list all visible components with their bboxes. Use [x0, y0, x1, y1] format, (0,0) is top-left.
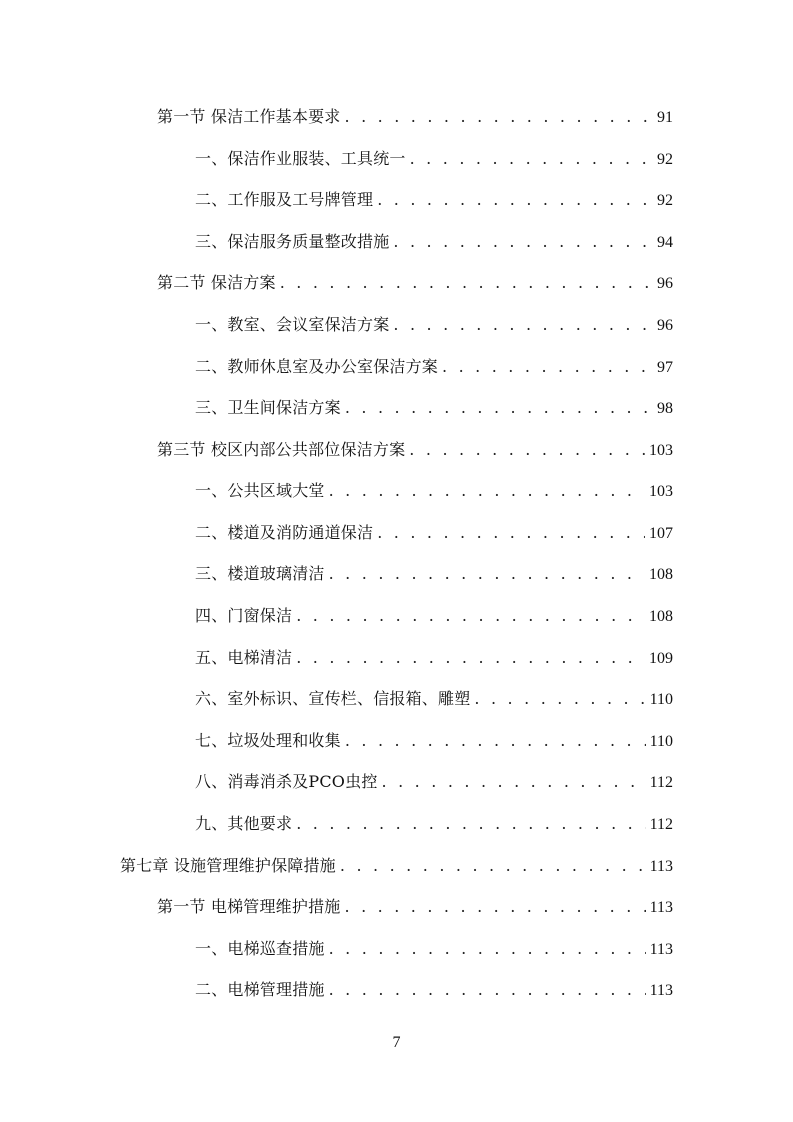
toc-entry — [195, 520, 673, 546]
toc-entry-page: 92 — [657, 151, 673, 168]
toc-entry-page: 103 — [649, 483, 673, 500]
toc-leader-dots — [393, 229, 649, 255]
toc-leader-dots — [382, 769, 646, 795]
toc-leader-dots — [296, 645, 645, 671]
toc-entry-page: 94 — [657, 234, 673, 251]
toc-entry-page: 107 — [649, 525, 673, 542]
toc-entry — [120, 853, 673, 879]
toc-leader-dots — [280, 270, 649, 296]
toc-entry — [195, 478, 673, 504]
toc-entry-page: 113 — [649, 982, 673, 999]
toc-leader-dots — [329, 478, 645, 504]
toc-entry-page: 103 — [649, 442, 673, 459]
toc-entry-page: 96 — [657, 317, 673, 334]
toc-entry — [195, 229, 673, 255]
toc-entry-title: 二、电梯管理措施 — [195, 980, 325, 999]
toc-entry — [195, 187, 673, 213]
toc-entry-title: 三、保洁服务质量整改措施 — [195, 232, 390, 251]
toc-entry-title: 四、门窗保洁 — [195, 606, 293, 625]
toc-entry — [195, 977, 673, 1003]
toc-entry-title: 二、楼道及消防通道保洁 — [195, 523, 374, 542]
toc-entry — [195, 312, 673, 338]
toc-entry-title: 一、保洁作业服装、工具统一 — [195, 149, 406, 168]
toc-entry-page: 112 — [649, 816, 673, 833]
toc-entry — [157, 437, 673, 463]
toc-entry-title: 一、公共区域大堂 — [195, 481, 325, 500]
toc-entry — [195, 686, 673, 712]
toc-entry — [195, 811, 673, 837]
toc-leader-dots — [329, 561, 645, 587]
toc-entry-title: 七、垃圾处理和收集 — [195, 731, 341, 750]
toc-entry-page: 108 — [649, 566, 673, 583]
toc-entry — [195, 561, 673, 587]
toc-entry-page: 110 — [649, 691, 673, 708]
toc-entry-page: 108 — [649, 608, 673, 625]
toc-entry-title: 九、其他要求 — [195, 814, 293, 833]
toc-entry — [157, 894, 673, 920]
toc-entry-title: 二、教师休息室及办公室保洁方案 — [195, 357, 439, 376]
toc-entry — [195, 146, 673, 172]
toc-leader-dots — [410, 146, 649, 172]
toc-entry-title: 第二节 保洁方案 — [157, 273, 276, 292]
toc-entry-title: 三、卫生间保洁方案 — [195, 398, 341, 417]
toc-entry-title: 一、教室、会议室保洁方案 — [195, 315, 390, 334]
toc-entry-page: 97 — [657, 359, 673, 376]
toc-entry-title: 二、工作服及工号牌管理 — [195, 190, 374, 209]
toc-leader-dots — [345, 894, 646, 920]
toc-entry-title: 三、楼道玻璃清洁 — [195, 564, 325, 583]
page-number: 7 — [392, 1034, 401, 1051]
toc-entry-title: 第三节 校区内部公共部位保洁方案 — [157, 440, 406, 459]
toc-entry-title: 第七章 设施管理维护保障措施 — [120, 856, 336, 875]
toc-entry — [157, 270, 673, 296]
toc-leader-dots — [409, 437, 645, 463]
toc-leader-dots — [393, 312, 649, 338]
toc-entry-page: 96 — [657, 275, 673, 292]
toc-leader-dots — [329, 936, 646, 962]
toc-entry — [195, 354, 673, 380]
toc-entry — [195, 728, 673, 754]
toc-leader-dots — [296, 811, 645, 837]
toc-entry-page: 92 — [657, 192, 673, 209]
toc-entry-title: 八、消毒消杀及PCO虫控 — [195, 772, 378, 791]
toc-entry — [195, 603, 673, 629]
toc-leader-dots — [345, 728, 646, 754]
toc-entry — [195, 645, 673, 671]
toc-leader-dots — [345, 104, 650, 130]
toc-entry-page: 113 — [649, 941, 673, 958]
toc-entry — [157, 104, 673, 130]
toc-leader-dots — [340, 853, 646, 879]
toc-entry-title: 五、电梯清洁 — [195, 648, 293, 667]
toc-entry-page: 113 — [649, 858, 673, 875]
toc-entry-title: 一、电梯巡查措施 — [195, 939, 325, 958]
toc-entry — [195, 395, 673, 421]
toc-leader-dots — [345, 395, 649, 421]
toc-entry-page: 109 — [649, 650, 673, 667]
toc-entry-page: 113 — [649, 899, 673, 916]
toc-entry-page: 91 — [657, 109, 673, 126]
toc-entry-title: 六、室外标识、宣传栏、信报箱、雕塑 — [195, 689, 471, 708]
toc-leader-dots — [377, 520, 645, 546]
toc-leader-dots — [474, 686, 645, 712]
toc-entry-title: 第一节 电梯管理维护措施 — [157, 897, 341, 916]
toc-entry-page: 110 — [649, 733, 673, 750]
toc-leader-dots — [329, 977, 646, 1003]
toc-entry-title: 第一节 保洁工作基本要求 — [157, 107, 341, 126]
toc-entry-page: 98 — [657, 400, 673, 417]
toc-entry — [195, 936, 673, 962]
toc-leader-dots — [296, 603, 645, 629]
toc-leader-dots — [377, 187, 649, 213]
toc-entry — [195, 769, 673, 795]
toc-leader-dots — [442, 354, 649, 380]
toc-entry-page: 112 — [649, 774, 673, 791]
